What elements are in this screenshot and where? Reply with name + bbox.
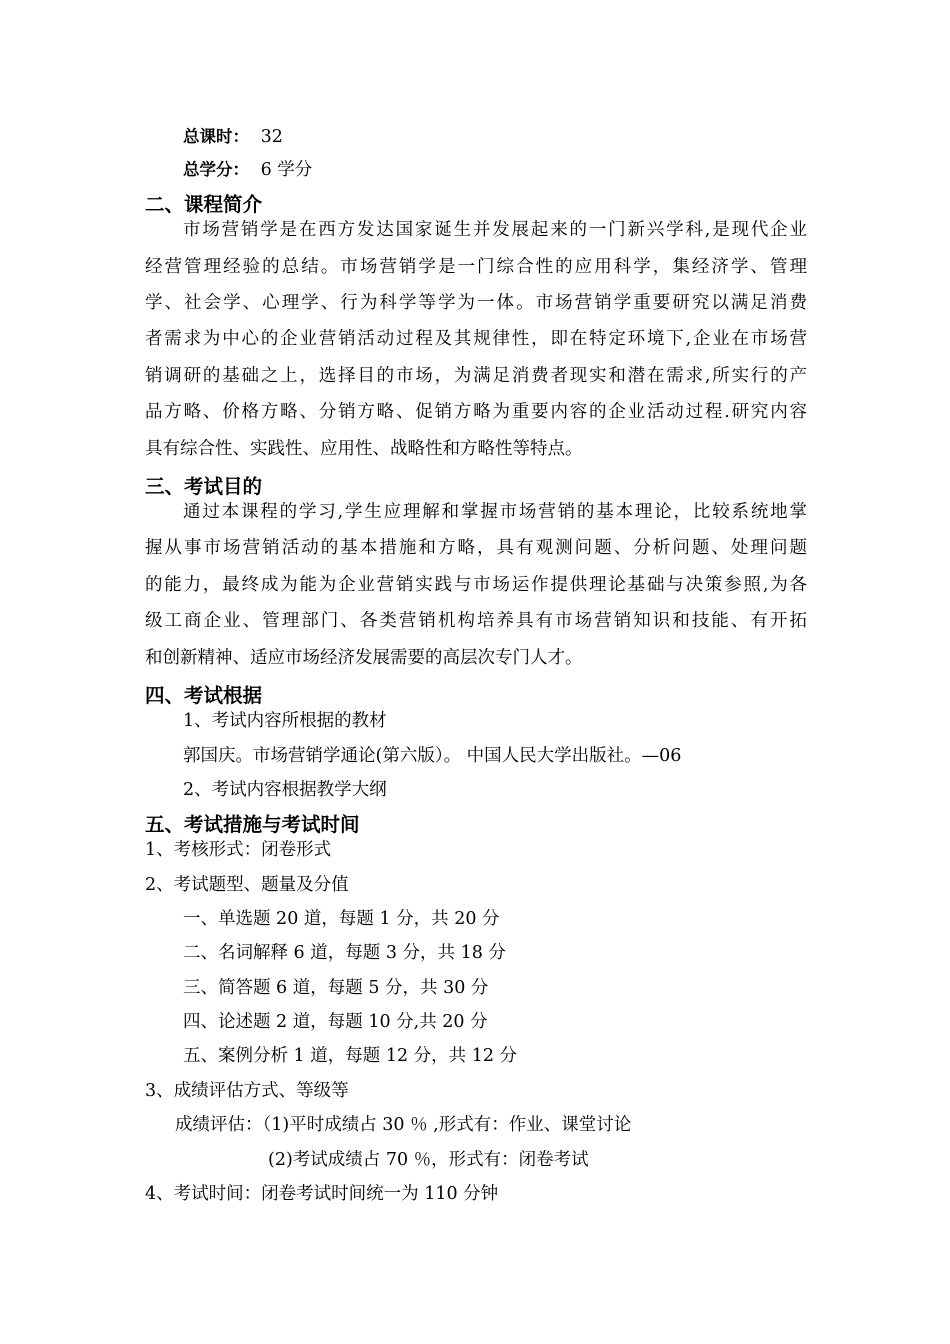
- total-credits-line: [183, 158, 312, 182]
- paragraph-line: 经营管理经验的总结。市场营销学是一门综合性的应用科学，集经济学、管理: [145, 257, 807, 277]
- section-heading-exam-basis: 四、考试根据: [145, 684, 263, 707]
- section-heading-exam-methods: 五、考试措施与考试时间: [145, 813, 360, 836]
- total-hours-label: 总课时：: [183, 127, 249, 146]
- question-type-item: 二、名词解释 6 道，每题 3 分，共 18 分: [183, 943, 506, 963]
- exam-form: 1、考核形式：闭卷形式: [145, 840, 332, 860]
- paragraph-line: 销调研的基础之上，选择目的市场，为满足消费者现实和潜在需求,所实行的产: [145, 366, 807, 386]
- paragraph-line: 学、社会学、心理学、行为科学等学为一体。市场营销学重要研究以满足消费: [145, 293, 807, 313]
- paragraph-line: 市场营销学是在西方发达国家诞生并发展起来的一门新兴学科,是现代企业: [183, 220, 807, 240]
- question-type-item: 五、案例分析 1 道，每题 12 分，共 12 分: [183, 1046, 518, 1066]
- paragraph-line: 品方略、价格方略、分销方略、促销方略为重要内容的企业活动过程.研究内容: [145, 402, 807, 422]
- paragraph-line: 通过本课程的学习,学生应理解和掌握市场营销的基本理论，比较系统地掌: [183, 502, 807, 522]
- grading-regular: 成绩评估：（1)平时成绩占 30 ％ ,形式有：作业、课堂讨论: [175, 1115, 632, 1135]
- question-type-item: 一、单选题 20 道，每题 1 分，共 20 分: [183, 909, 500, 929]
- paragraph-line: 和创新精神、适应市场经济发展需要的高层次专门人才。: [145, 648, 583, 668]
- basis-item-textbook: 1、考试内容所根据的教材: [183, 711, 387, 731]
- paragraph-line: 级工商企业、管理部门、各类营销机构培养具有市场营销知识和技能、有开拓: [145, 611, 807, 631]
- grading-title: 3、成绩评估方式、等级等: [145, 1081, 349, 1101]
- basis-item-syllabus: 2、考试内容根据教学大纲: [183, 780, 387, 800]
- question-type-item: 三、简答题 6 道，每题 5 分，共 30 分: [183, 978, 489, 998]
- grading-exam: (2)考试成绩占 70 ％，形式有：闭卷考试: [268, 1150, 589, 1170]
- exam-time: 4、考试时间：闭卷考试时间统一为 110 分钟: [145, 1184, 499, 1204]
- question-types-title: 2、考试题型、题量及分值: [145, 875, 349, 895]
- total-credits-value: 6 学分: [260, 160, 313, 180]
- total-credits-label: 总学分：: [183, 160, 249, 179]
- textbook-citation: 郭国庆。市场营销学通论(第六版）。 中国人民大学出版社。—06: [183, 746, 682, 766]
- section-heading-exam-purpose: 三、考试目的: [145, 475, 263, 498]
- paragraph-line: 握从事市场营销活动的基本措施和方略，具有观测问题、分析问题、处理问题: [145, 538, 807, 558]
- paragraph-line: 具有综合性、实践性、应用性、战略性和方略性等特点。: [145, 439, 583, 459]
- paragraph-line: 的能力，最终成为能为企业营销实践与市场运作提供理论基础与决策参照,为各: [145, 575, 807, 595]
- paragraph-line: 者需求为中心的企业营销活动过程及其规律性，即在特定环境下,企业在市场营: [145, 329, 807, 349]
- question-type-item: 四、论述题 2 道，每题 10 分,共 20 分: [183, 1012, 488, 1032]
- total-hours-value: 32: [260, 127, 283, 147]
- total-hours-line: [183, 125, 283, 149]
- section-heading-course-intro: 二、课程简介: [145, 193, 263, 216]
